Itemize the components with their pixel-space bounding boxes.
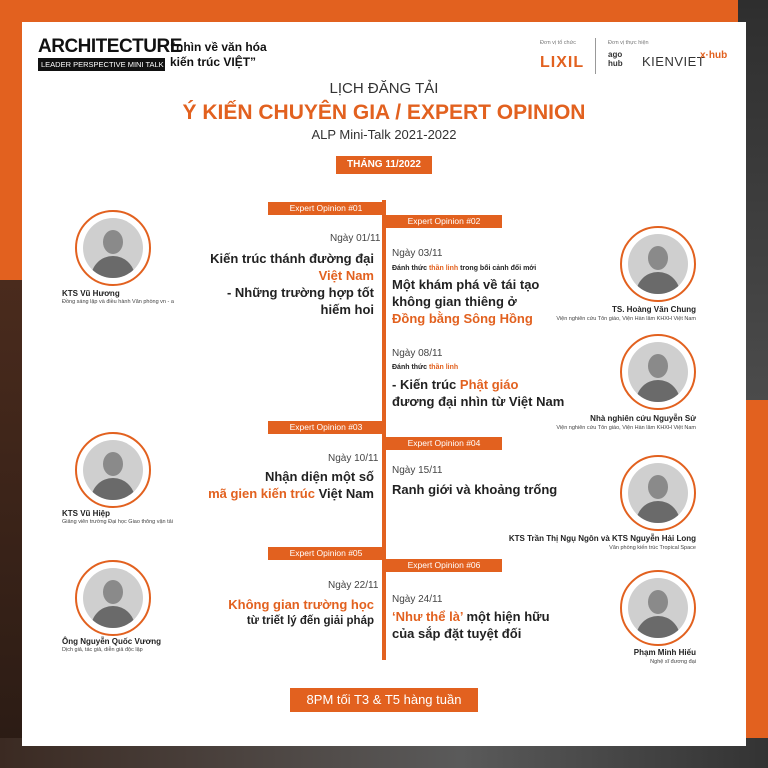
- speaker-role-tropical-space: Văn phòng kiến trúc Tropical Space: [609, 545, 696, 551]
- schedule-heading: LỊCH ĐĂNG TẢI: [329, 80, 439, 97]
- kicker-02-highlight: thần linh: [428, 265, 459, 272]
- episode-title-01: [194, 250, 374, 318]
- episode-title-02b: [392, 376, 592, 410]
- episode-title-06: [392, 608, 592, 642]
- episode-date-03: Ngày 10/11: [328, 453, 379, 464]
- episode-title-02-line-3: Đồng bằng Sông Hồng: [392, 311, 533, 326]
- episode-title-05-line-2: từ triết lý đến giải pháp: [246, 615, 374, 627]
- speaker-name-vu-hiep: KTS Vũ Hiệp: [62, 509, 111, 518]
- speaker-avatar-nguyen-quoc-vuong: [75, 560, 151, 636]
- slogan: [170, 40, 267, 70]
- episode-title-06-line-2: của sắp đặt tuyệt đối: [392, 626, 522, 641]
- agohub-logo-line-2: hub: [608, 59, 623, 68]
- episode-title-01-text: Kiến trúc thánh đường đại: [210, 251, 374, 266]
- episode-title-03-line-1: Nhận diện một số: [264, 469, 374, 484]
- series-subtitle: ALP Mini-Talk 2021-2022: [311, 127, 457, 142]
- episode-date-04: Ngày 15/11: [392, 465, 443, 476]
- episode-title-01-line-2: - Những trường hợp tốt hiếm hoi: [226, 285, 374, 317]
- episode-title-03-highlight: mã gien kiến trúc: [208, 486, 315, 501]
- xhub-logo: x·hub: [700, 50, 728, 61]
- episode-title-06-line-1: [392, 608, 592, 625]
- episode-title-01-highlight: Việt Nam: [318, 268, 374, 283]
- logo-subtitle: LEADER PERSPECTIVE MINI TALK: [38, 58, 165, 71]
- episode-kicker-02b: [392, 364, 458, 371]
- speaker-avatar-nguyen-su: [620, 334, 696, 410]
- speaker-avatar-hoang-van-chung: [620, 226, 696, 302]
- speaker-name-tropical-space: KTS Trần Thị Ngụ Ngôn và KTS Nguyễn Hải Long: [508, 534, 696, 543]
- schedule-footer: 8PM tối T3 & T5 hàng tuần: [290, 688, 478, 712]
- kienviet-logo: KIENVIET: [642, 54, 706, 69]
- episode-title-04: Ranh giới và khoảng trống: [392, 482, 558, 497]
- speaker-name-hoang-van-chung: TS. Hoàng Văn Chung: [612, 305, 696, 314]
- episode-kicker-02: [392, 265, 536, 272]
- episode-title-02-line-2: không gian thiêng ở: [392, 294, 517, 309]
- episode-title-06-highlight: ‘Như thể là’: [392, 609, 463, 624]
- episode-title-02b-highlight: Phật giáo: [459, 377, 519, 392]
- speaker-avatar-tropical-space: [620, 455, 696, 531]
- episode-title-02b-line-1: [392, 376, 592, 393]
- kicker-02b-text: Đánh thức: [392, 364, 429, 371]
- episode-title-05: [194, 596, 374, 630]
- kicker-02-text: Đánh thức: [392, 265, 429, 272]
- episode-title-03-text: Việt Nam: [314, 486, 374, 501]
- speaker-name-pham-minh-hieu: Phạm Minh Hiếu: [633, 648, 696, 657]
- agohub-logo: [608, 50, 623, 68]
- slogan-line-1: “nhìn về văn hóa: [170, 40, 267, 54]
- organizer-label: Đơn vị tổ chức: [540, 40, 577, 46]
- episode-title-03: [194, 468, 374, 502]
- month-badge: THÁNG 11/2022: [336, 156, 432, 174]
- speaker-name-nguyen-su: Nhà nghiên cứu Nguyễn Sử: [590, 414, 696, 423]
- speaker-role-nguyen-su: Viện nghiên cứu Tôn giáo, Viện Hàn lâm KHXH Việt Nam: [556, 425, 696, 431]
- kicker-02b-highlight: thần linh: [428, 364, 459, 371]
- episode-title-02-line-1: Một khám phá về tái tạo: [392, 277, 540, 292]
- producer-label: Đơn vị thực hiện: [608, 40, 649, 46]
- slogan-line-2: kiến trúc VIỆT”: [170, 55, 257, 69]
- episode-title-02b-line-2: đương đại nhìn từ Việt Nam: [392, 394, 565, 409]
- episode-tag-06: Expert Opinion #06: [386, 559, 502, 572]
- agohub-logo-line-1: ago: [608, 50, 623, 59]
- episode-tag-01: Expert Opinion #01: [268, 202, 384, 215]
- episode-tag-03: Expert Opinion #03: [268, 421, 384, 434]
- episode-date-02: Ngày 03/11: [392, 248, 443, 259]
- speaker-role-hoang-van-chung: Viện nghiên cứu Tôn giáo, Viện Hàn lâm KHXH Việt Nam: [556, 316, 696, 322]
- speaker-role-pham-minh-hieu: Nghệ sĩ đương đại: [650, 659, 696, 665]
- kicker-02-tail: trong bối cảnh đổi mới: [458, 265, 537, 272]
- speaker-role-vu-hiep: Giảng viên trường Đại học Giao thông vận tải: [62, 519, 173, 525]
- episode-title-05-line-1: Không gian trường học: [228, 597, 374, 612]
- episode-title-06-text: một hiện hữu: [462, 609, 550, 624]
- episode-date-01: Ngày 01/11: [330, 233, 381, 244]
- speaker-role-nguyen-quoc-vuong: Dịch giả, tác giả, diễn giả độc lập: [62, 647, 143, 653]
- speaker-name-vu-huong: KTS Vũ Hương: [62, 289, 120, 298]
- speaker-name-nguyen-quoc-vuong: Ông Nguyễn Quốc Vương: [62, 637, 162, 646]
- episode-tag-05: Expert Opinion #05: [268, 547, 384, 560]
- logo-title: ARCHITECTURE: [38, 36, 182, 57]
- episode-tag-04: Expert Opinion #04: [386, 437, 502, 450]
- page-title: Ý KIẾN CHUYÊN GIA / EXPERT OPINION: [182, 101, 586, 124]
- episode-title-02b-text: - Kiến trúc: [392, 377, 460, 392]
- episode-date-06: Ngày 24/11: [392, 594, 443, 605]
- organizer-logo: LIXIL: [540, 54, 585, 71]
- episode-date-02b: Ngày 08/11: [392, 348, 443, 359]
- episode-title-03-line-2: [194, 485, 374, 502]
- speaker-role-vu-huong: Đồng sáng lập và điều hành Văn phòng vn - a: [62, 299, 174, 305]
- episode-tag-02: Expert Opinion #02: [386, 215, 502, 228]
- speaker-avatar-pham-minh-hieu: [620, 570, 696, 646]
- speaker-avatar-vu-hiep: [75, 432, 151, 508]
- speaker-avatar-vu-huong: [75, 210, 151, 286]
- sponsor-divider: [595, 38, 596, 74]
- episode-date-05: Ngày 22/11: [328, 580, 379, 591]
